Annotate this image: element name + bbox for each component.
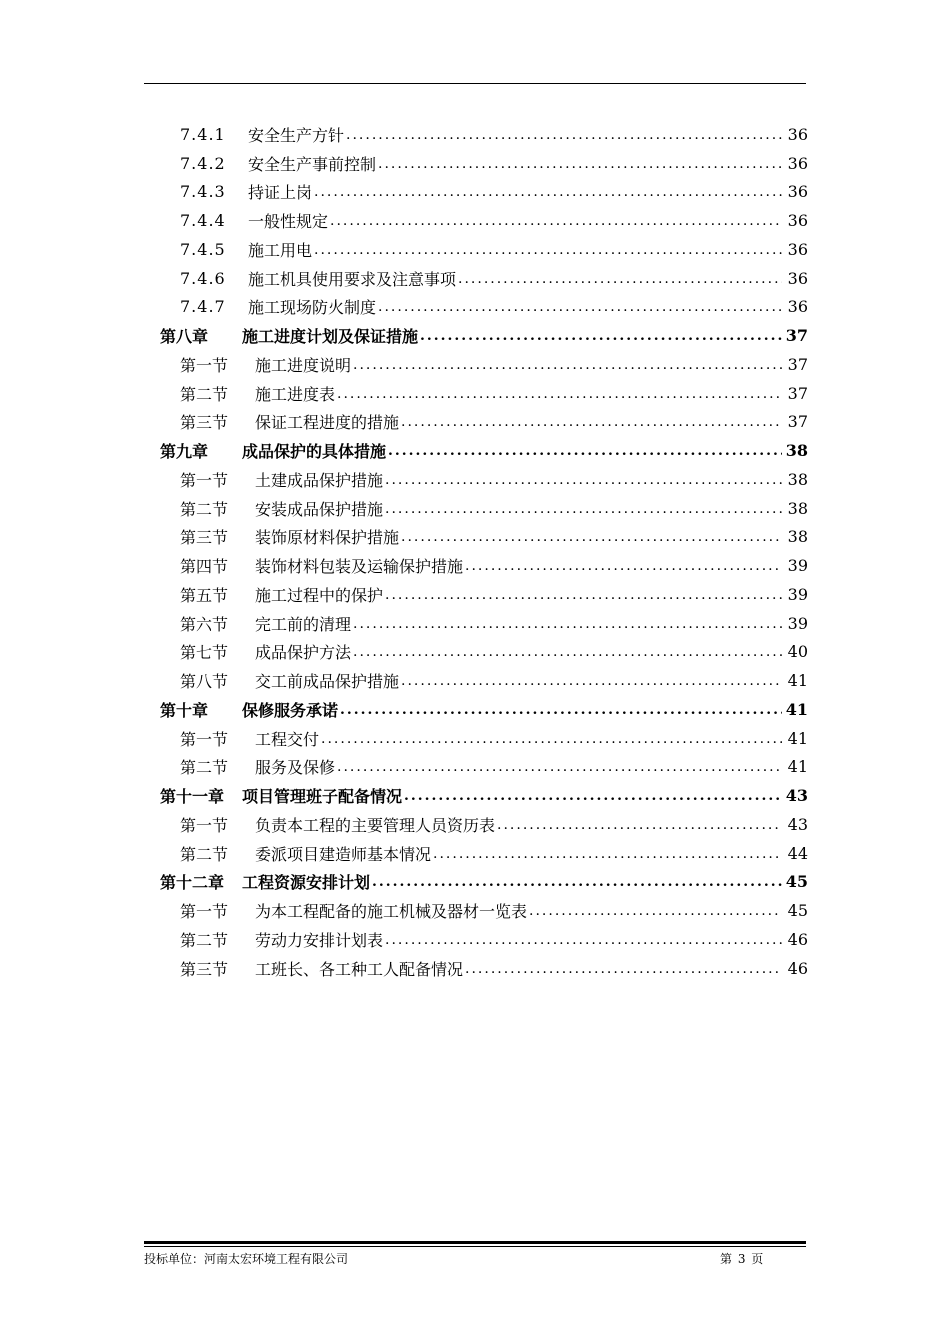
toc-subsection-entry[interactable] [160,264,808,293]
toc-section-entry[interactable] [160,925,808,954]
toc-entry-title: 工班长、各工种工人配备情况 [255,959,464,979]
toc-leader-dots [497,818,782,839]
toc-entry-page: 36 [787,268,808,288]
toc-entry-number: 第三节 [180,528,229,548]
toc-section-entry[interactable] [160,666,808,695]
toc-leader-dots [465,962,782,983]
toc-entry-title: 装饰原材料保护措施 [255,528,400,548]
toc-entry-title: 施工机具使用要求及注意事项 [248,269,457,289]
toc-entry-number: 第七节 [180,643,229,663]
toc-entry-page: 36 [787,182,808,202]
toc-entry-title: 施工进度说明 [255,355,352,375]
toc-entry-number: 第九章 [160,442,209,462]
toc-section-entry[interactable] [160,753,808,782]
toc-entry-page: 38 [787,527,808,547]
toc-section-entry[interactable] [160,465,808,494]
toc-leader-dots [465,559,782,580]
toc-entry-number: 第四节 [180,557,229,577]
toc-entry-page: 36 [787,153,808,173]
toc-entry-page: 38 [787,469,808,489]
toc-entry-number: 7.4.7 [180,297,226,317]
toc-section-entry[interactable] [160,408,808,437]
toc-leader-dots [401,674,782,695]
toc-leader-dots [346,128,782,149]
toc-leader-dots [337,760,782,781]
toc-section-entry[interactable] [160,551,808,580]
toc-leader-dots [420,329,782,350]
toc-entry-page: 46 [787,929,808,949]
toc-leader-dots [385,588,782,609]
toc-leader-dots [385,473,782,494]
toc-entry-title: 安全生产事前控制 [248,154,377,174]
toc-entry-page: 46 [787,958,808,978]
toc-leader-dots [385,933,782,954]
toc-entry-page: 41 [785,699,808,719]
toc-section-entry[interactable] [160,350,808,379]
toc-entry-number: 第一节 [180,902,229,922]
footer-rule [144,1241,806,1244]
toc-entry-title: 土建成品保护措施 [255,470,384,490]
footer-page-number: 第 3 页 [720,1252,764,1266]
toc-chapter-entry[interactable] [160,436,808,465]
toc-entry-page: 43 [785,786,808,806]
toc-entry-title: 项目管理班子配备情况 [242,787,403,807]
toc-subsection-entry[interactable] [160,293,808,322]
toc-entry-number: 第一节 [180,815,229,835]
toc-entry-title: 装饰材料包装及运输保护措施 [255,557,464,577]
toc-entry-number: 第二节 [180,384,229,404]
toc-entry-page: 39 [787,584,808,604]
toc-leader-dots [337,387,782,408]
toc-entry-page: 37 [787,354,808,374]
toc-leader-dots [314,243,782,264]
toc-entry-number: 第二节 [180,499,229,519]
toc-entry-number: 第一节 [180,729,229,749]
toc-entry-number: 第一节 [180,355,229,375]
toc-subsection-entry[interactable] [160,120,808,149]
toc-subsection-entry[interactable] [160,235,808,264]
table-of-contents [160,120,808,983]
toc-section-entry[interactable] [160,494,808,523]
toc-leader-dots [353,645,782,666]
toc-section-entry[interactable] [160,580,808,609]
footer-company: 投标单位：河南太宏环境工程有限公司 [144,1252,349,1266]
toc-entry-title: 工程交付 [255,729,320,749]
toc-entry-title: 为本工程配备的施工机械及器材一览表 [255,902,528,922]
toc-entry-page: 38 [785,441,808,461]
toc-entry-number: 第二节 [180,758,229,778]
toc-section-entry[interactable] [160,609,808,638]
toc-entry-title: 施工用电 [248,240,313,260]
toc-subsection-entry[interactable] [160,149,808,178]
toc-entry-page: 41 [787,671,808,691]
toc-entry-page: 36 [787,124,808,144]
toc-chapter-entry[interactable] [160,695,808,724]
toc-leader-dots [353,617,782,638]
toc-leader-dots [401,530,782,551]
toc-entry-title: 持证上岗 [248,183,313,203]
toc-leader-dots [433,847,782,868]
toc-chapter-entry[interactable] [160,321,808,350]
toc-entry-page: 38 [787,498,808,518]
toc-entry-page: 36 [787,297,808,317]
toc-entry-title: 劳动力安排计划表 [255,930,384,950]
toc-section-entry[interactable] [160,896,808,925]
toc-entry-number: 第八节 [180,672,229,692]
toc-subsection-entry[interactable] [160,206,808,235]
toc-leader-dots [353,358,782,379]
toc-entry-title: 交工前成品保护措施 [255,672,400,692]
toc-leader-dots [401,415,782,436]
toc-leader-dots [378,300,782,321]
header-rule [144,83,806,84]
toc-entry-page: 39 [787,556,808,576]
toc-entry-title: 完工前的清理 [255,614,352,634]
toc-section-entry[interactable] [160,954,808,983]
toc-entry-page: 39 [787,613,808,633]
toc-entry-title: 保证工程进度的措施 [255,413,400,433]
toc-leader-dots [378,157,782,178]
toc-entry-number: 第三节 [180,413,229,433]
toc-entry-number: 第二节 [180,930,229,950]
toc-entry-number: 第八章 [160,327,209,347]
toc-leader-dots [385,502,782,523]
toc-leader-dots [388,444,782,465]
toc-entry-page: 45 [787,901,808,921]
toc-entry-title: 工程资源安排计划 [242,873,371,893]
toc-entry-title: 成品保护方法 [255,643,352,663]
toc-entry-number: 第一节 [180,470,229,490]
toc-leader-dots [372,875,782,896]
toc-entry-title: 安全生产方针 [248,125,345,145]
toc-entry-page: 36 [787,239,808,259]
footer-rule-thin [144,1246,806,1247]
toc-entry-page: 41 [787,728,808,748]
toc-entry-number: 第二节 [180,844,229,864]
toc-leader-dots [529,904,782,925]
toc-leader-dots [404,789,782,810]
toc-entry-page: 45 [785,872,808,892]
toc-chapter-entry[interactable] [160,868,808,897]
toc-section-entry[interactable] [160,638,808,667]
toc-entry-number: 7.4.2 [180,153,226,173]
toc-entry-number: 7.4.5 [180,239,226,259]
toc-entry-number: 7.4.4 [180,211,226,231]
toc-entry-title: 委派项目建造师基本情况 [255,844,432,864]
toc-entry-title: 施工进度计划及保证措施 [242,327,419,347]
toc-entry-number: 7.4.3 [180,182,226,202]
toc-entry-number: 第三节 [180,959,229,979]
toc-leader-dots [458,272,782,293]
toc-entry-number: 第六节 [180,614,229,634]
toc-entry-title: 施工进度表 [255,384,336,404]
toc-leader-dots [330,214,782,235]
toc-entry-title: 服务及保修 [255,758,336,778]
toc-entry-page: 37 [787,412,808,432]
toc-entry-title: 一般性规定 [248,212,329,232]
toc-leader-dots [321,732,782,753]
toc-entry-page: 44 [787,843,808,863]
toc-entry-number: 第十一章 [160,787,225,807]
toc-entry-page: 41 [787,757,808,777]
toc-section-entry[interactable] [160,523,808,552]
toc-section-entry[interactable] [160,724,808,753]
toc-entry-title: 施工过程中的保护 [255,585,384,605]
toc-entry-page: 36 [787,211,808,231]
toc-entry-number: 7.4.1 [180,124,226,144]
toc-section-entry[interactable] [160,839,808,868]
toc-leader-dots [314,185,782,206]
toc-leader-dots [340,703,782,724]
toc-entry-number: 第十二章 [160,873,225,893]
toc-entry-title: 负责本工程的主要管理人员资历表 [255,815,496,835]
toc-entry-title: 施工现场防火制度 [248,298,377,318]
toc-entry-title: 保修服务承诺 [242,700,339,720]
toc-entry-page: 37 [787,383,808,403]
toc-entry-number: 第十章 [160,700,209,720]
toc-entry-title: 安装成品保护措施 [255,499,384,519]
toc-section-entry[interactable] [160,810,808,839]
toc-section-entry[interactable] [160,379,808,408]
toc-entry-number: 第五节 [180,585,229,605]
toc-entry-number: 7.4.6 [180,268,226,288]
toc-chapter-entry[interactable] [160,781,808,810]
toc-entry-page: 40 [787,642,808,662]
toc-entry-page: 37 [785,326,808,346]
toc-subsection-entry[interactable] [160,178,808,207]
toc-entry-page: 43 [787,814,808,834]
toc-entry-title: 成品保护的具体措施 [242,442,387,462]
